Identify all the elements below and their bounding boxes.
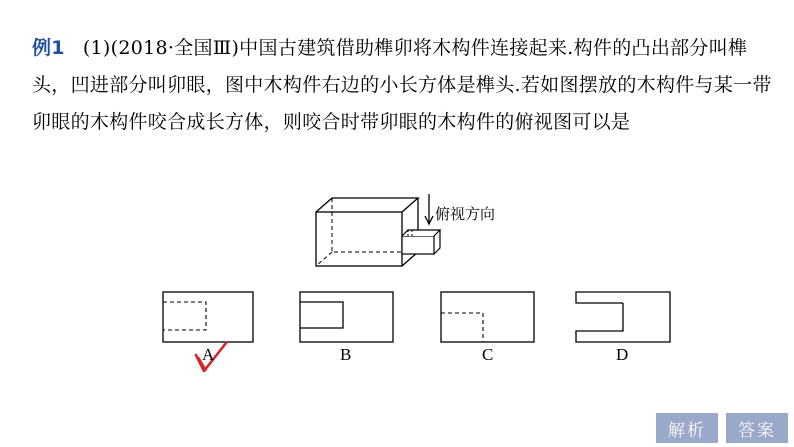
choice-c-figure bbox=[441, 292, 534, 342]
choice-b-figure bbox=[300, 292, 393, 342]
view-direction-label: 俯视方向 bbox=[435, 205, 496, 223]
choice-d-label: D bbox=[616, 345, 629, 364]
example-label: 例1 bbox=[32, 37, 65, 59]
problem-text: (1)(2018·全国Ⅲ)中国古建筑借助榫卯将木构件连接起来.构件的凸出部分叫榫头，凹进部分叫卯眼，图中木构件右边的小长方体是榫头.若如图摆放的木构件与某一带卯眼的木构件咬合成长方体，则咬合时带卯眼的木构件的俯视图可以是 bbox=[32, 37, 772, 133]
analysis-button[interactable]: 解析 bbox=[656, 413, 718, 443]
choice-d-figure bbox=[576, 292, 670, 342]
action-buttons bbox=[656, 413, 788, 443]
choice-c-label: C bbox=[482, 345, 494, 364]
choice-a-figure bbox=[163, 292, 253, 342]
choice-a-label: A bbox=[202, 345, 215, 364]
answer-button[interactable]: 答案 bbox=[726, 413, 788, 443]
choice-b-label: B bbox=[340, 345, 352, 364]
